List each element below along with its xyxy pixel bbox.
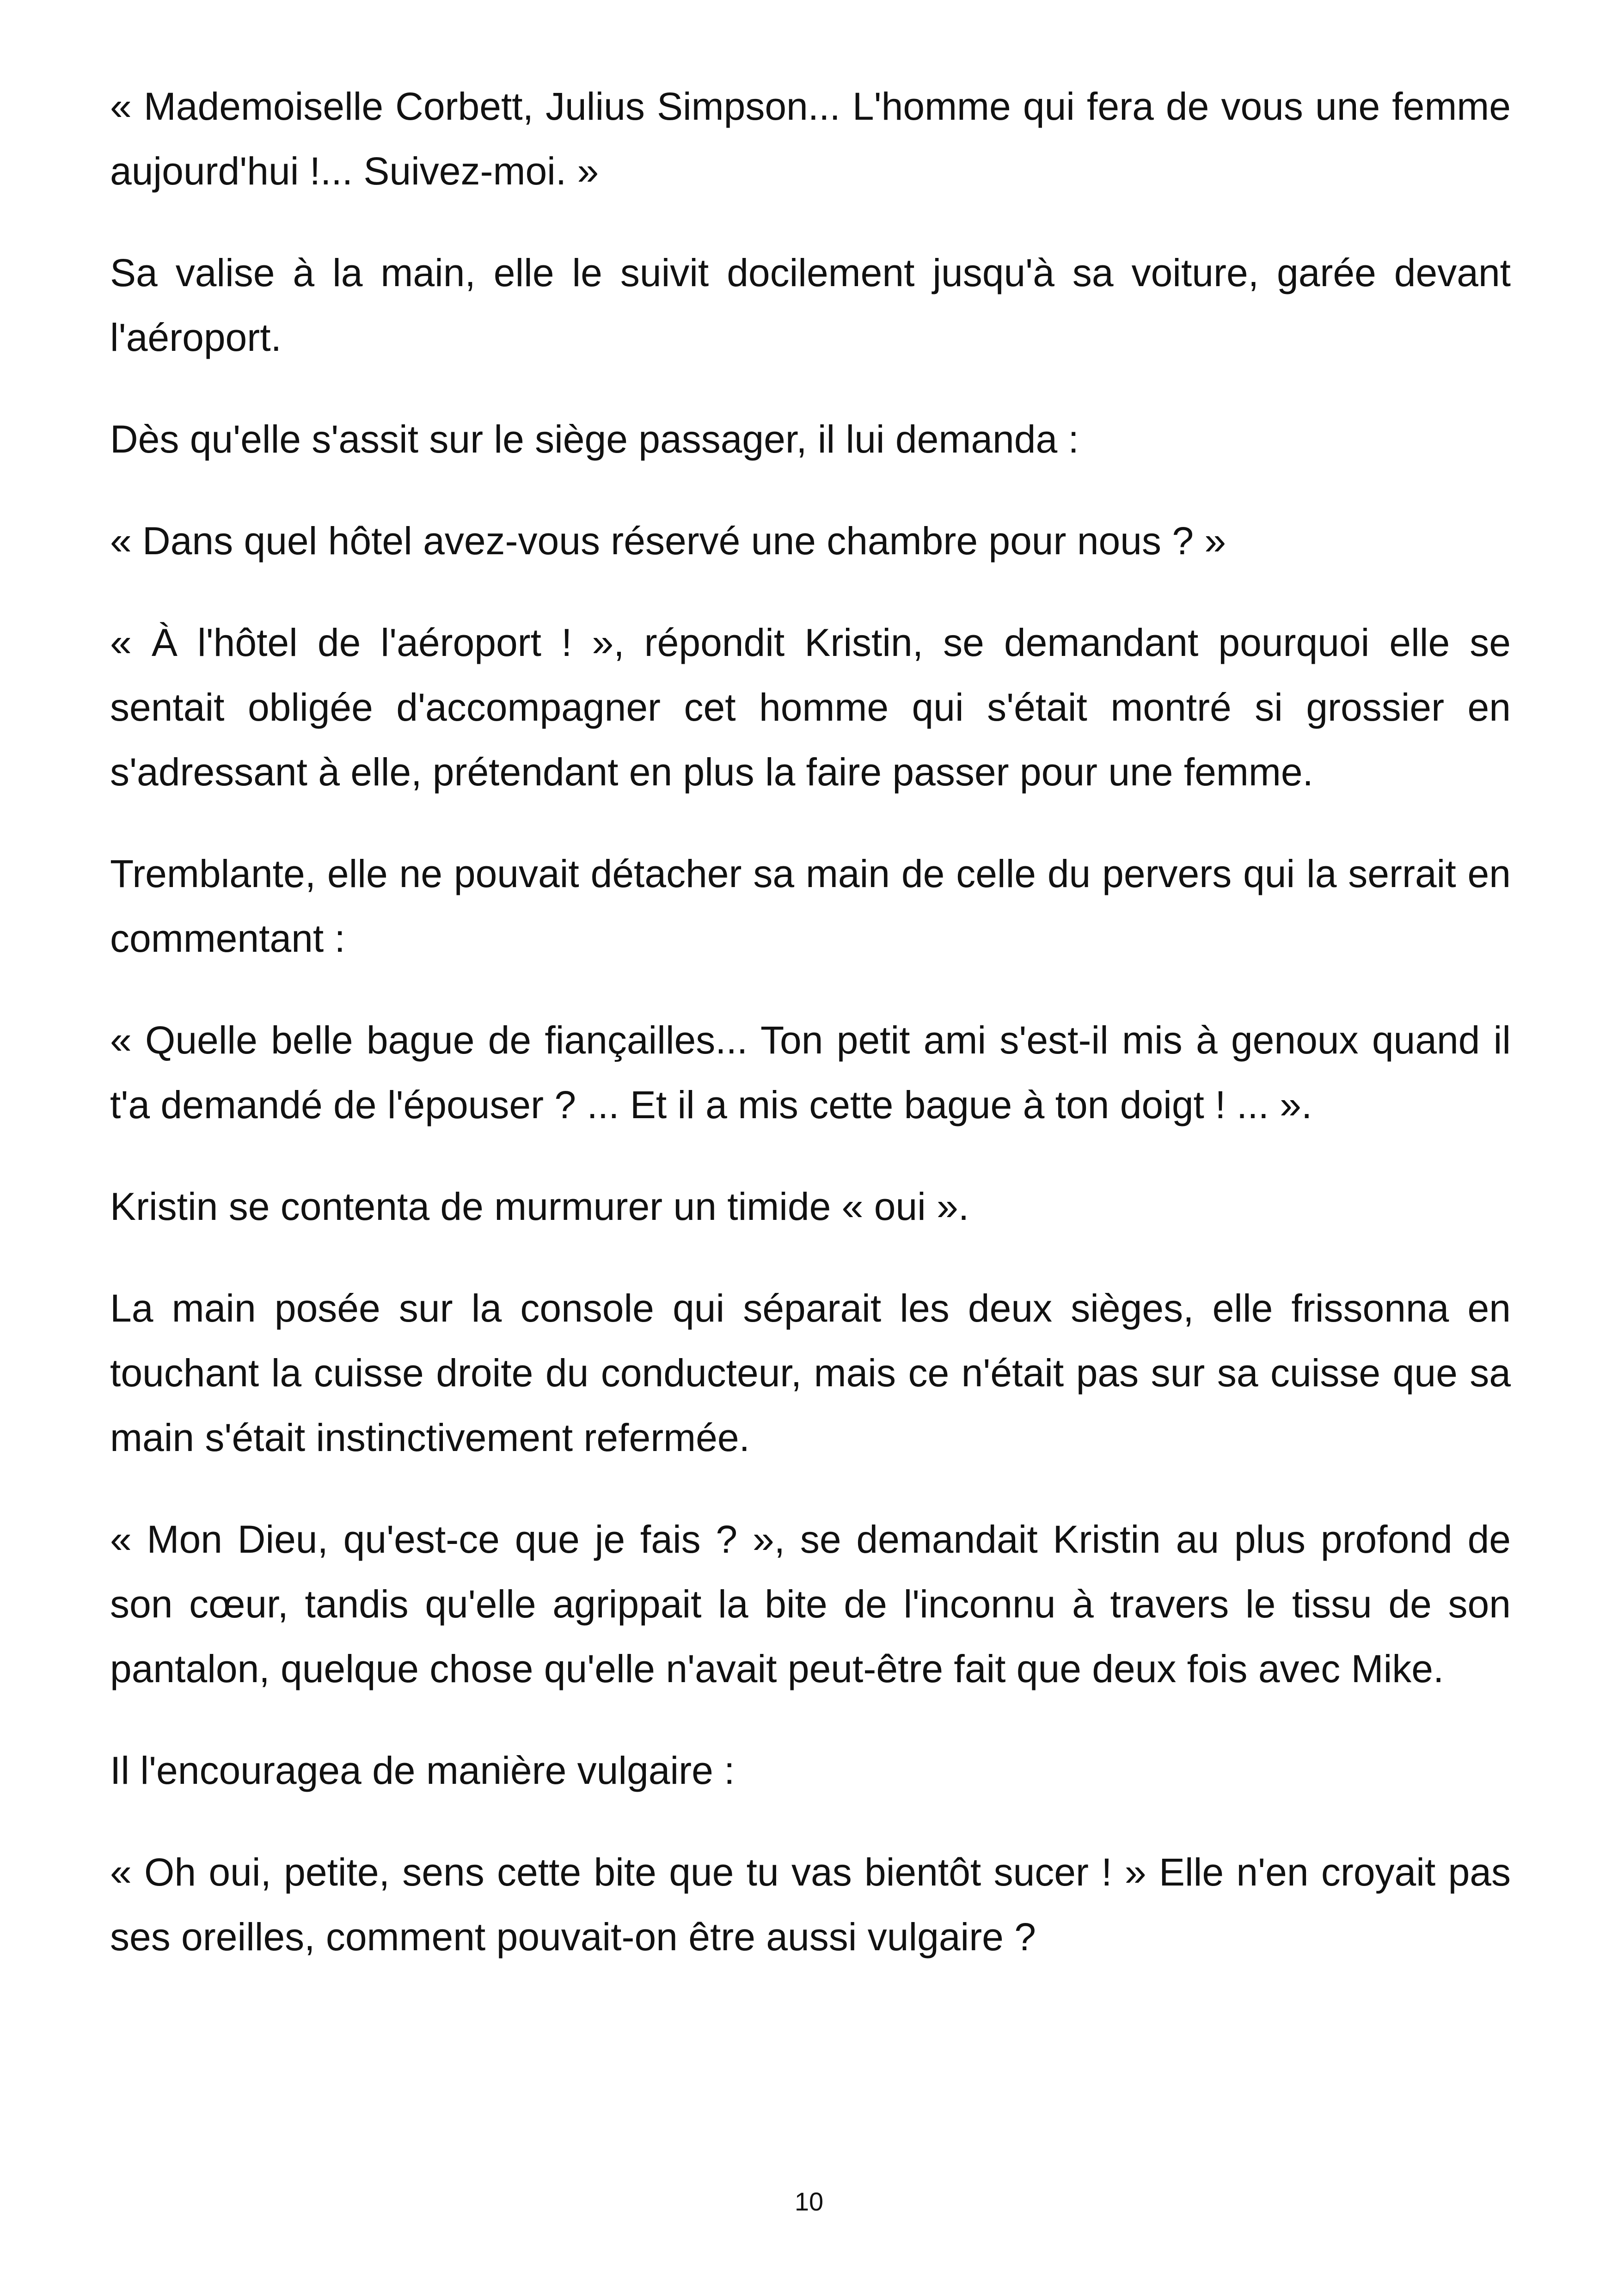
paragraph: Il l'encouragea de manière vulgaire : [110,1749,735,1792]
paragraph: « Mademoiselle Corbett, Julius Simpson... L'homme qui fera de vous une femme aujourd'hui !... Suivez-moi. » [110,85,1511,193]
paragraph: Sa valise à la main, elle le suivit docilement jusqu'à sa voiture, garée devant l'aéroport. [110,251,1511,359]
page-body-text [110,74,1511,1969]
paragraph: « Quelle belle bague de fiançailles... Ton petit ami s'est-il mis à genoux quand il t'a demandé de l'épouser ? ... Et il a mis cette bague à ton doigt ! ... ». [110,1018,1511,1127]
page-number: 10 [794,2187,824,2216]
paragraph: « Mon Dieu, qu'est-ce que je fais ? », se demandait Kristin au plus profond de son cœur, tandis qu'elle agrippait la bite de l'inconnu à travers le tissu de son pantalon, quelque chose qu'elle n'avait peut-être fait que deux fois avec Mike. [110,1518,1511,1690]
paragraph: « Dans quel hôtel avez-vous réservé une chambre pour nous ? » [110,519,1226,563]
paragraph: « Oh oui, petite, sens cette bite que tu vas bientôt sucer ! » Elle n'en croyait pas ses oreilles, comment pouvait-on être aussi vulgaire ? [110,1850,1511,1959]
paragraph: Dès qu'elle s'assit sur le siège passager, il lui demanda : [110,417,1079,461]
paragraph: Kristin se contenta de murmurer un timide « oui ». [110,1185,969,1228]
paragraph: « À l'hôtel de l'aéroport ! », répondit Kristin, se demandant pourquoi elle se sentait obligée d'accompagner cet homme qui s'était montré si grossier en s'adressant à elle, prétendant en plus la faire passer pour une femme. [110,621,1511,794]
paragraph: Tremblante, elle ne pouvait détacher sa main de celle du pervers qui la serrait en commentant : [110,852,1511,960]
paragraph: La main posée sur la console qui séparait les deux sièges, elle frissonna en touchant la cuisse droite du conducteur, mais ce n'était pas sur sa cuisse que sa main s'était instinctivement refermée. [110,1286,1511,1459]
